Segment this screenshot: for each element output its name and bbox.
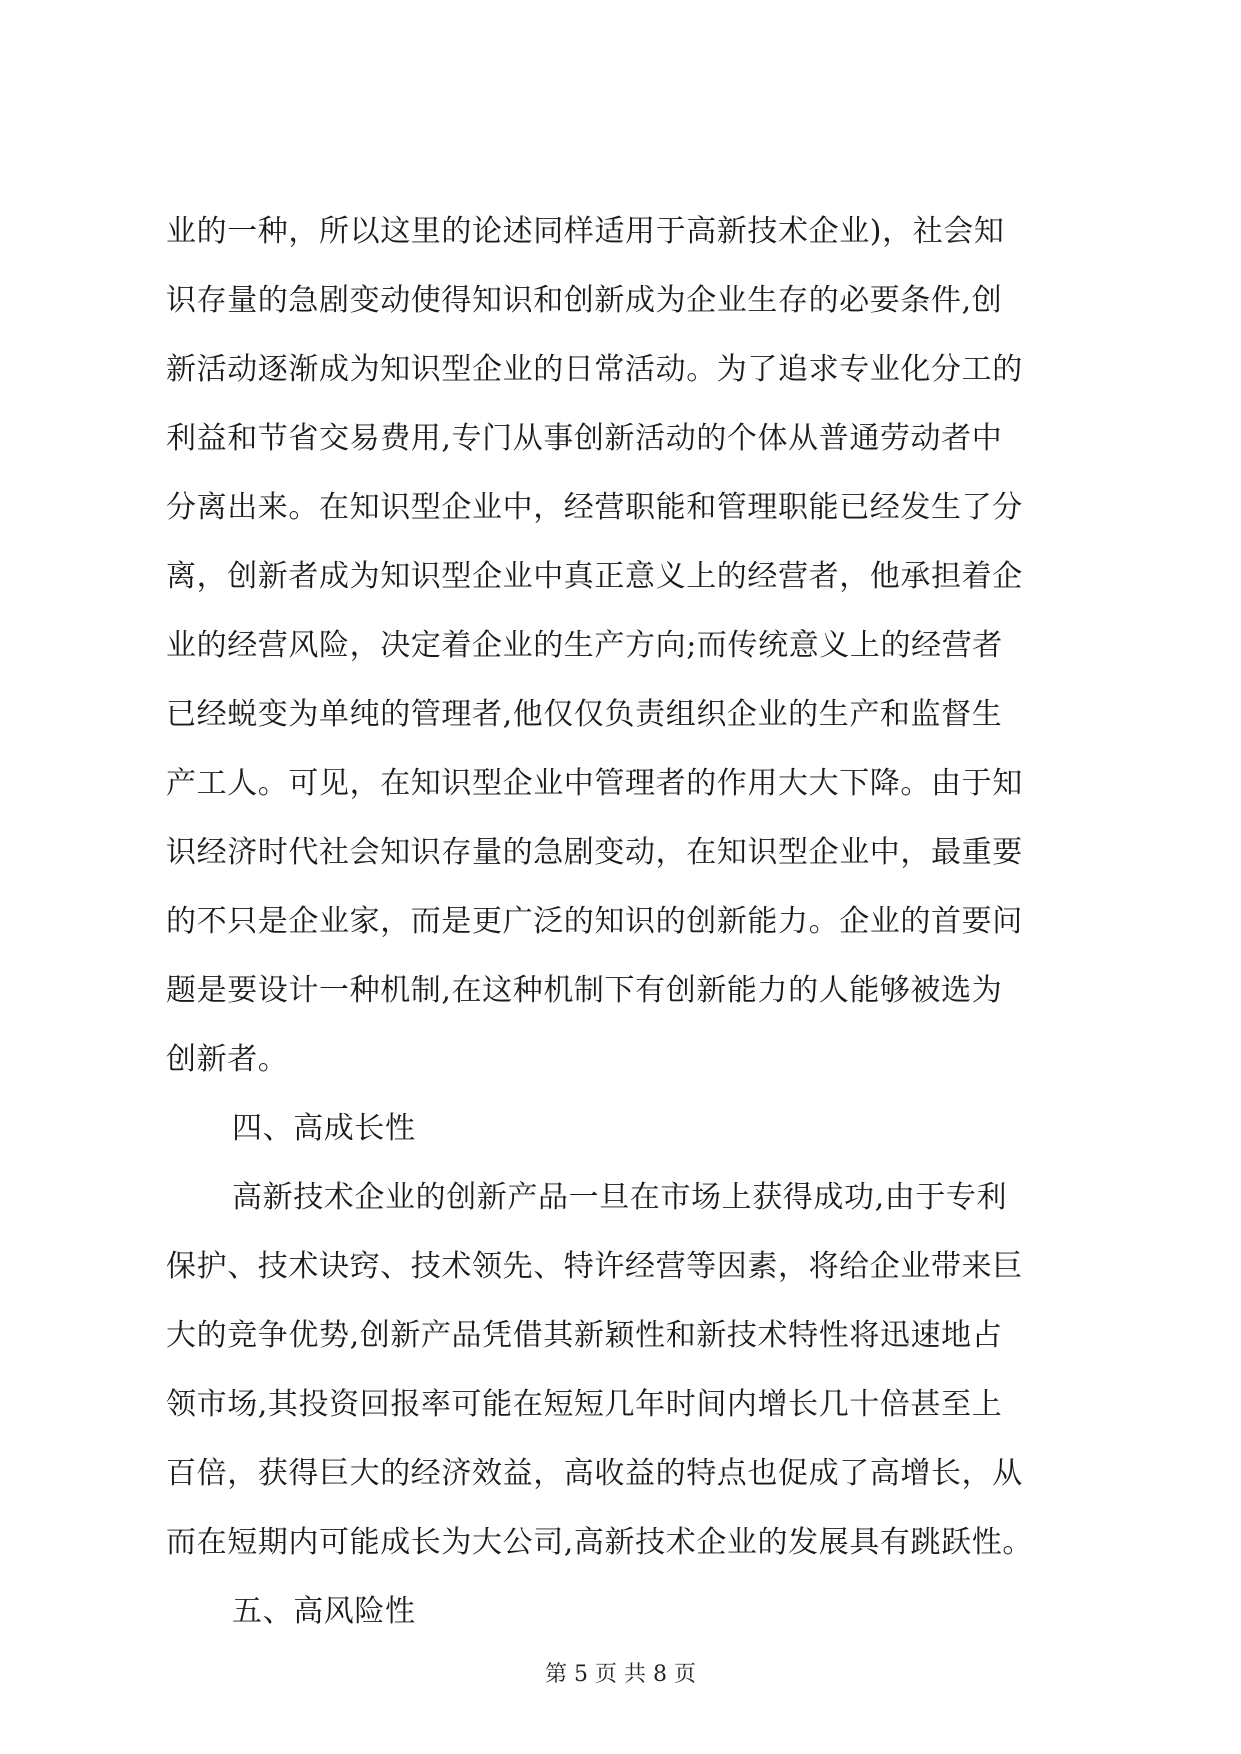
section-heading: 四、高成长性	[232, 1111, 416, 1146]
paragraph-line: 百倍，获得巨大的经济效益，高收益的特点也促成了高增长，从	[166, 1456, 1023, 1491]
paragraph-line: 分离出来。在知识型企业中，经营职能和管理职能已经发生了分	[166, 490, 1023, 525]
page-number-footer: 第 5 页 共 8 页	[545, 1662, 696, 1687]
paragraph-line: 离，创新者成为知识型企业中真正意义上的经营者，他承担着企	[166, 559, 1023, 594]
paragraph-line: 大的竞争优势,创新产品凭借其新颖性和新技术特性将迅速地占	[166, 1318, 1003, 1353]
paragraph-line: 已经蜕变为单纯的管理者,他仅仅负责组织企业的生产和监督生	[166, 697, 1003, 732]
paragraph-line: 业的经营风险，决定着企业的生产方向;而传统意义上的经营者	[166, 628, 1003, 663]
paragraph-line: 业的一种，所以这里的论述同样适用于高新技术企业)，社会知	[166, 214, 1005, 249]
paragraph-line: 保护、技术诀窍、技术领先、特许经营等因素，将给企业带来巨	[166, 1249, 1023, 1284]
paragraph-line: 高新技术企业的创新产品一旦在市场上获得成功,由于专利	[232, 1180, 1008, 1215]
paragraph-line: 识经济时代社会知识存量的急剧变动，在知识型企业中，最重要	[166, 835, 1023, 870]
section-heading: 五、高风险性	[232, 1594, 416, 1629]
paragraph-line: 题是要设计一种机制,在这种机制下有创新能力的人能够被选为	[166, 973, 1003, 1008]
paragraph-line: 的不只是企业家，而是更广泛的知识的创新能力。企业的首要问	[166, 904, 1023, 939]
paragraph-line: 而在短期内可能成长为大公司,高新技术企业的发展具有跳跃性。	[166, 1525, 1033, 1560]
paragraph-line: 新活动逐渐成为知识型企业的日常活动。为了追求专业化分工的	[166, 352, 1023, 387]
paragraph-line: 领市场,其投资回报率可能在短短几年时间内增长几十倍甚至上	[166, 1387, 1003, 1422]
paragraph-line: 产工人。可见，在知识型企业中管理者的作用大大下降。由于知	[166, 766, 1023, 801]
paragraph-line: 识存量的急剧变动使得知识和创新成为企业生存的必要条件,创	[166, 283, 1003, 318]
paragraph-line: 利益和节省交易费用,专门从事创新活动的个体从普通劳动者中	[166, 421, 1003, 456]
paragraph-line: 创新者。	[166, 1042, 289, 1077]
